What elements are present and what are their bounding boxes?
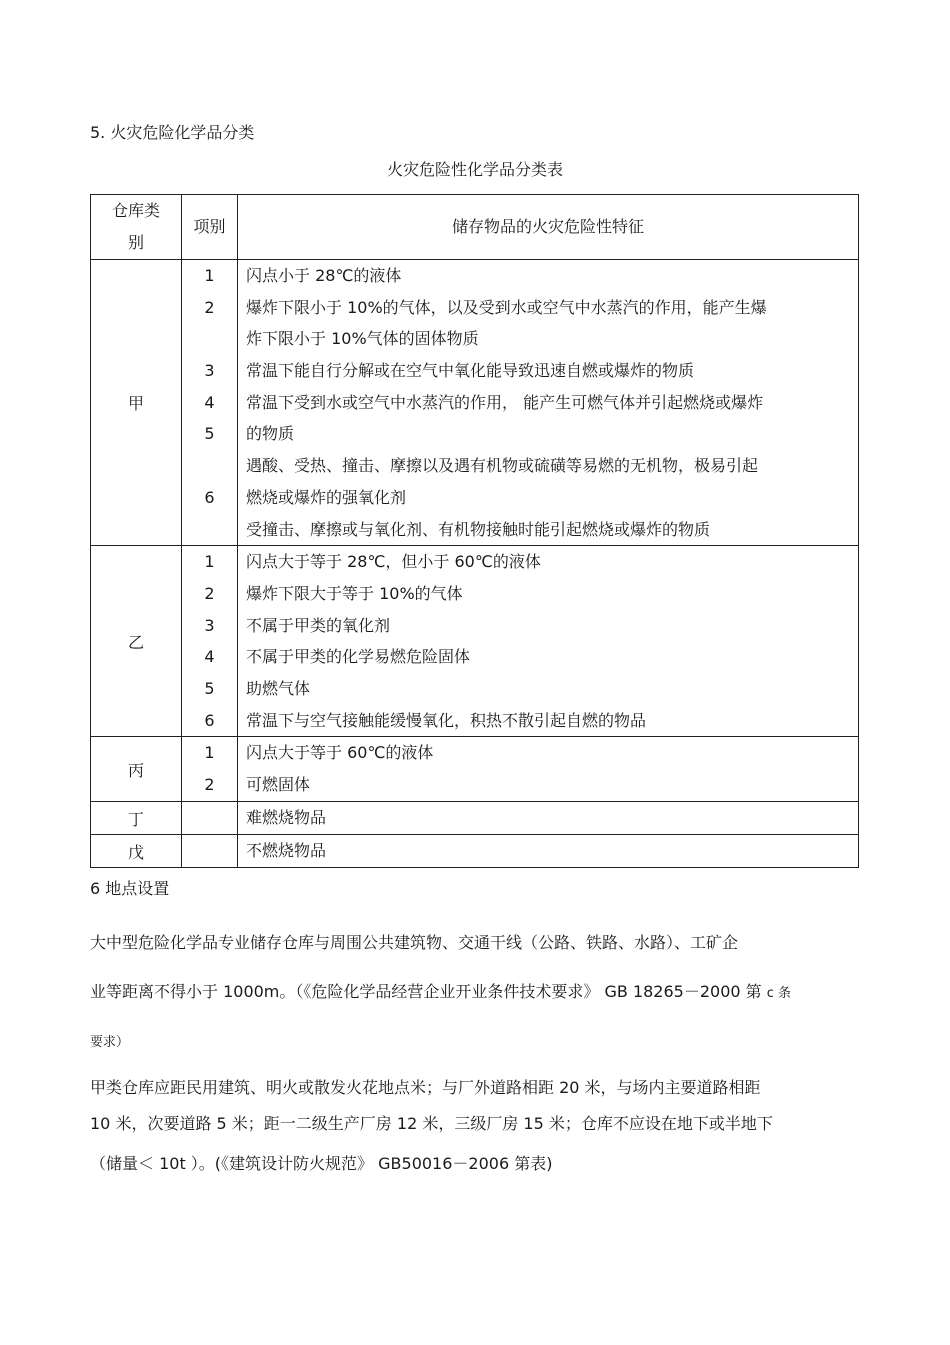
header-category-line2: 别 — [127, 233, 144, 252]
header-item: 项别 — [182, 195, 238, 260]
item-number: 3 — [204, 615, 215, 635]
item-number: 2 — [204, 583, 215, 603]
item-number: 1 — [204, 266, 215, 285]
table-row-jia — [91, 260, 859, 546]
category-yi: 乙 — [91, 546, 182, 737]
items-jia — [182, 260, 238, 546]
table-row-bing — [91, 737, 859, 802]
item-number: 1 — [204, 552, 215, 572]
item-number: 2 — [204, 775, 215, 795]
header-feature: 储存物品的火灾危险性特征 — [238, 195, 859, 260]
table-row-wu — [91, 835, 859, 868]
item-number — [182, 323, 237, 355]
table-row-yi — [91, 546, 859, 737]
item-number: 6 — [204, 487, 215, 507]
feature-line: 难燃烧物品 — [246, 808, 327, 828]
item-number: 4 — [204, 647, 215, 667]
item-number: 5 — [204, 678, 215, 698]
feature-line: 不燃烧物品 — [246, 841, 327, 861]
items-yi — [182, 546, 238, 737]
feature-line: 助燃气体 — [246, 678, 311, 698]
item-number: 1 — [204, 743, 215, 763]
item-number: 4 — [204, 392, 215, 412]
paragraph1-line3: 要求） — [90, 1035, 130, 1050]
category-jia: 甲 — [91, 260, 182, 546]
features-jia — [238, 260, 859, 546]
table-header-row — [91, 195, 859, 260]
features-bing — [238, 737, 859, 802]
paragraph1-line1: 大中型危险化学品专业储存仓库与周围公共建筑物、交通干线（公路、铁路、水路）、工矿企 — [90, 933, 739, 952]
feature-line: 遇酸、受热、撞击、摩擦以及遇有机物或硫磺等易燃的无机物，极易引起 — [246, 456, 759, 476]
feature-line: 不属于甲类的氧化剂 — [246, 615, 391, 635]
item-number — [182, 450, 237, 482]
feature-line: 爆炸下限大于等于 10%的气体 — [246, 583, 463, 603]
paragraph2-line3: （储量＜ 10t ）。(《建筑设计防火规范》 GB50016－2006 第表) — [90, 1154, 553, 1173]
item-number: 2 — [204, 297, 215, 317]
category-ding: 丁 — [91, 802, 182, 835]
paragraph2-line1: 甲类仓库应距民用建筑、明火或散发火花地点米；与厂外道路相距 20 米，与场内主要道路相距 — [90, 1078, 761, 1097]
section-6-heading: 6 地点设置 — [90, 879, 170, 898]
feature-line: 燃烧或爆炸的强氧化剂 — [246, 487, 407, 507]
feature-line: 闪点大于等于 28℃，但小于 60℃的液体 — [246, 552, 541, 572]
paragraph1-line2 — [90, 979, 791, 1002]
table-title: 火灾危险性化学品分类表 — [386, 160, 563, 179]
header-category-line1: 仓库类 — [111, 201, 160, 220]
feature-line: 的物质 — [246, 424, 295, 444]
fire-hazard-classification-table — [90, 194, 859, 868]
item-number: 5 — [204, 424, 215, 444]
item-number — [182, 514, 237, 546]
feature-line: 闪点大于等于 60℃的液体 — [246, 743, 434, 763]
feature-ding — [238, 802, 859, 835]
feature-line: 常温下受到水或空气中水蒸汽的作用， 能产生可燃气体并引起燃烧或爆炸 — [246, 392, 764, 412]
items-bing — [182, 737, 238, 802]
item-number: 3 — [204, 361, 215, 381]
paragraph1-line2-text: 业等距离不得小于 1000m。（《危险化学品经营企业开业条件技术要求》 GB 18265－2000 第 — [90, 982, 762, 1001]
feature-line: 爆炸下限小于 10%的气体，以及受到水或空气中水蒸汽的作用，能产生爆 — [246, 297, 767, 317]
category-bing: 丙 — [91, 737, 182, 802]
table-row-ding — [91, 802, 859, 835]
feature-line: 常温下能自行分解或在空气中氧化能导致迅速自燃或爆炸的物质 — [246, 361, 695, 381]
category-wu: 戊 — [91, 835, 182, 868]
feature-line: 可燃固体 — [246, 775, 311, 795]
paragraph1-line2-small: c 条 — [766, 986, 792, 1001]
feature-line: 炸下限小于 10%气体的固体物质 — [246, 329, 479, 349]
features-yi — [238, 546, 859, 737]
feature-line: 受撞击、摩擦或与氧化剂、有机物接触时能引起燃烧或爆炸的物质 — [246, 519, 711, 539]
section-5-heading: 5. 火灾危险化学品分类 — [90, 123, 255, 142]
header-category — [91, 195, 182, 260]
feature-line: 闪点小于 28℃的液体 — [246, 266, 402, 285]
feature-line: 不属于甲类的化学易燃危险固体 — [246, 647, 471, 667]
item-number: 6 — [204, 710, 215, 730]
feature-wu — [238, 835, 859, 868]
item-ding — [182, 802, 238, 835]
feature-line: 常温下与空气接触能缓慢氧化，积热不散引起自燃的物品 — [246, 710, 647, 730]
item-wu — [182, 835, 238, 868]
paragraph2-line2: 10 米，次要道路 5 米；距一二级生产厂房 12 米，三级厂房 15 米；仓库不应设在地下或半地下 — [90, 1114, 773, 1133]
